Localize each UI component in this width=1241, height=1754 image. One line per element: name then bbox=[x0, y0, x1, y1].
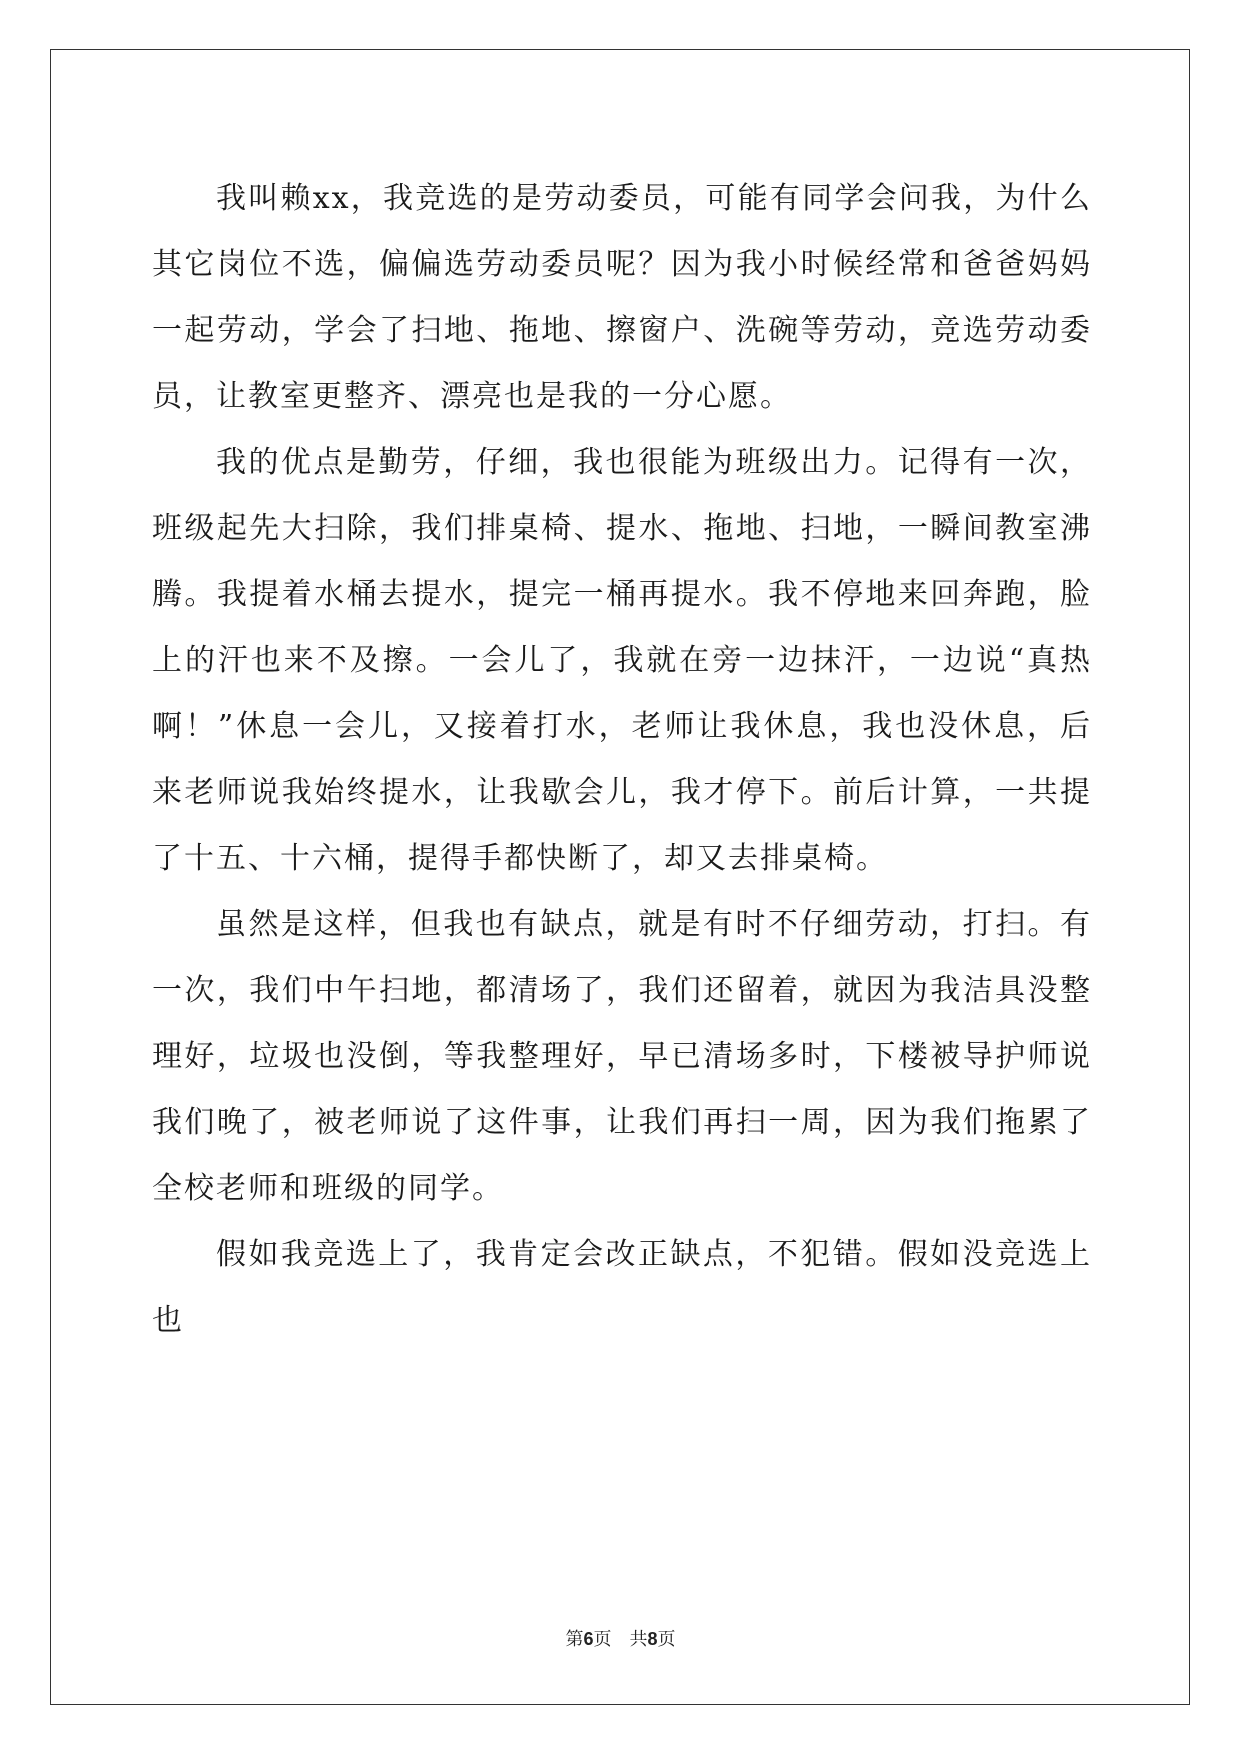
page-prefix: 第 bbox=[565, 1629, 584, 1650]
page-current-number: 6 bbox=[583, 1629, 594, 1649]
paragraph-2: 我的优点是勤劳，仔细，我也很能为班级出力。记得有一次，班级起先大扫除，我们排桌椅、提水、拖地、扫地，一瞬间教室沸腾。我提着水桶去提水，提完一桶再提水。我不停地来回奔跑，脸上的汗也来不及擦。一会儿了，我就在旁一边抹汗，一边说“真热啊！”休息一会儿，又接着打水，老师让我休息，我也没休息，后来老师说我始终提水，让我歇会儿，我才停下。前后计算，一共提了十五、十六桶，提得手都快断了，却又去排桌椅。 bbox=[152, 445, 1092, 876]
paragraph-3: 虽然是这样，但我也有缺点，就是有时不仔细劳动，打扫。有一次，我们中午扫地，都清场了，我们还留着，就因为我洁具没整理好，垃圾也没倒，等我整理好，早已清场多时，下楼被导护师说我们晚了，被老师说了这件事，让我们再扫一周，因为我们拖累了全校老师和班级的同学。 bbox=[152, 907, 1092, 1206]
total-suffix: 页 bbox=[657, 1629, 676, 1650]
page-total-number: 8 bbox=[647, 1629, 658, 1649]
document-body bbox=[152, 166, 1092, 1354]
total-prefix: 共 bbox=[629, 1629, 648, 1650]
page-footer bbox=[0, 1627, 1241, 1652]
page-suffix: 页 bbox=[593, 1629, 612, 1650]
paragraph-1: 我叫赖xx，我竞选的是劳动委员，可能有同学会问我，为什么其它岗位不选，偏偏选劳动委员呢？因为我小时候经常和爸爸妈妈一起劳动，学会了扫地、拖地、擦窗户、洗碗等劳动，竞选劳动委员，让教室更整齐、漂亮也是我的一分心愿。 bbox=[152, 181, 1092, 414]
paragraph-4: 假如我竞选上了，我肯定会改正缺点，不犯错。假如没竞选上也 bbox=[152, 1237, 1092, 1338]
